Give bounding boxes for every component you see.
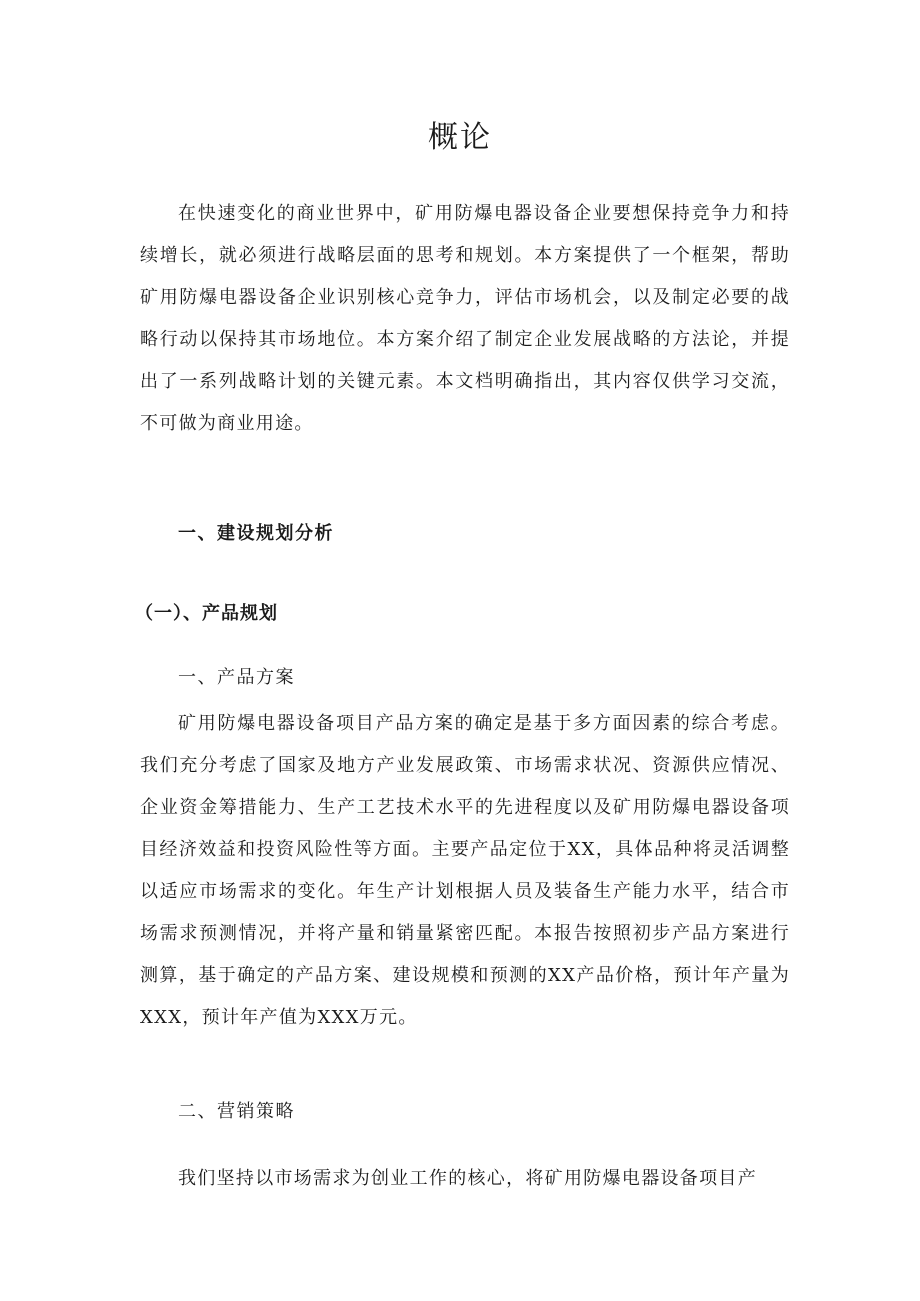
- item-heading-marketing: 二、营销策略: [178, 1101, 295, 1122]
- page-title: 概论: [428, 120, 492, 155]
- subsection-heading: （一）、产品规划: [135, 603, 278, 624]
- item-heading-product-plan: 一、产品方案: [178, 667, 295, 688]
- intro-paragraph: 在快速变化的商业世界中，矿用防爆电器设备企业要想保持竞争力和持续增长，就必须进行战略层面的思考和规划。本方案提供了一个框架，帮助矿用防爆电器设备企业识别核心竞争力，评估市场机会，以及制定必要的战略行动以保持其市场地位。本方案介绍了制定企业发展战略的方法论，并提出了一系列战略计划的关键元素。本文档明确指出，其内容仅供学习交流，不可做为商业用途。: [140, 203, 790, 434]
- product-plan-paragraph: 矿用防爆电器设备项目产品方案的确定是基于多方面因素的综合考虑。我们充分考虑了国家及地方产业发展政策、市场需求状况、资源供应情况、企业资金筹措能力、生产工艺技术水平的先进程度以及矿用防爆电器设备项目经济效益和投资风险性等方面。主要产品定位于XX，具体品种将灵活调整以适应市场需求的变化。年生产计划根据人员及装备生产能力水平，结合市场需求预测情况，并将产量和销量紧密匹配。本报告按照初步产品方案进行测算，基于确定的产品方案、建设规模和预测的XX产品价格，预计年产量为XXX，预计年产值为XXX万元。: [140, 713, 790, 1028]
- marketing-paragraph: 我们坚持以市场需求为创业工作的核心，将矿用防爆电器设备项目产: [178, 1168, 757, 1189]
- section-heading: 一、建设规划分析: [178, 523, 334, 544]
